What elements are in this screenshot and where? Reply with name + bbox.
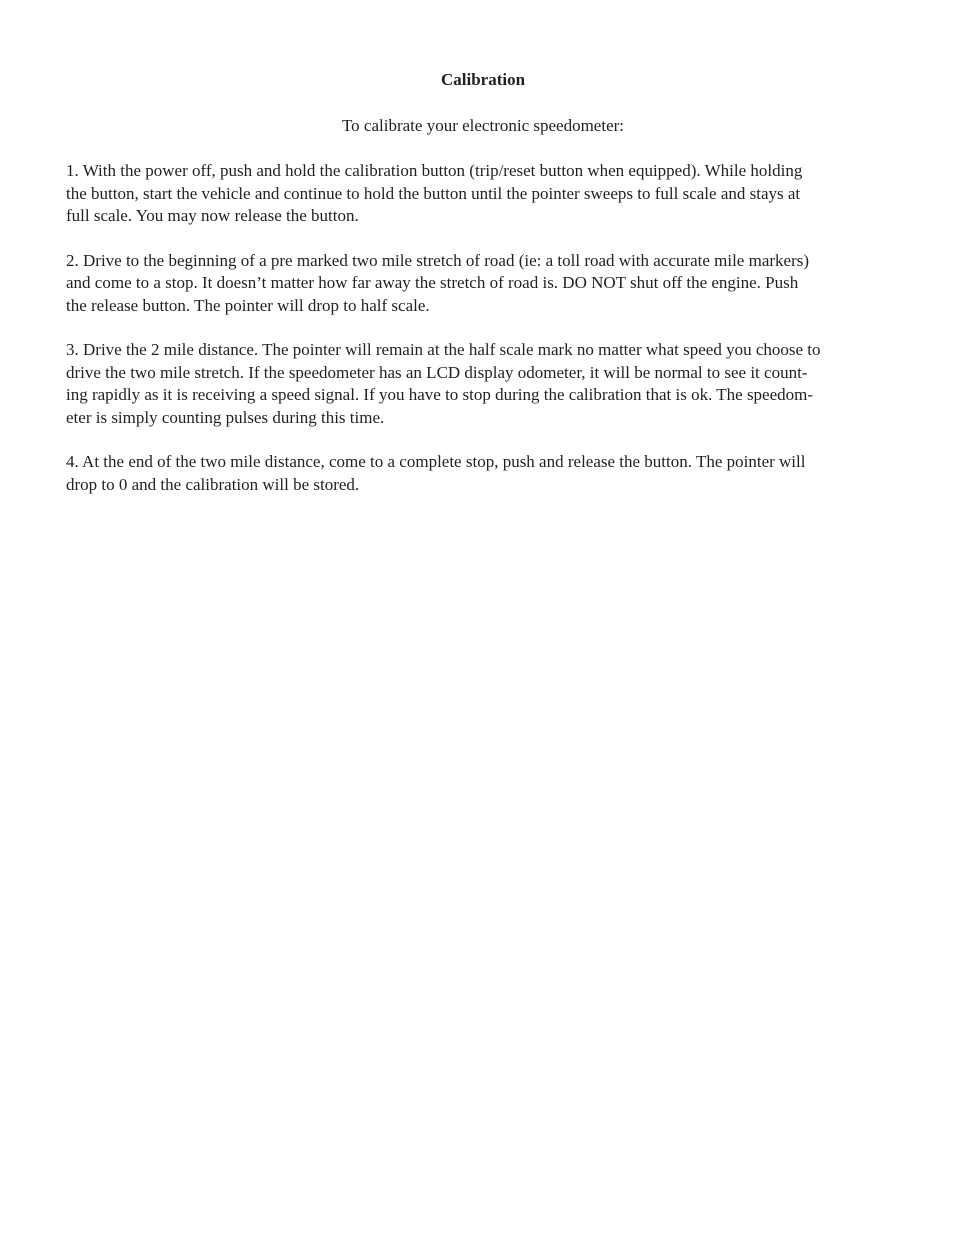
document-page [66, 69, 900, 496]
page-title: Calibration [440, 70, 526, 89]
step-4: 4. At the end of the two mile distance, come to a complete stop, push and release the button. The pointer will drop to 0 and the calibration will be stored. [66, 452, 806, 494]
intro-text: To calibrate your electronic speedometer: [341, 116, 624, 135]
step-1: 1. With the power off, push and hold the calibration button (trip/reset button when equipped). While holding the button, start the vehicle and continue to hold the button until the pointer sweeps to full scale and stays at full scale. You may now release the button. [66, 161, 803, 225]
step-3: 3. Drive the 2 mile distance. The pointer will remain at the half scale mark no matter what speed you choose to drive the two mile stretch. If the speedometer has an LCD display odometer, it will be normal to see it count- ing rapidly as it is receiving a speed signal. If you have to stop during the calibration that is ok. The speedom- eter is simply counting pulses during this time. [66, 340, 821, 427]
step-2: 2. Drive to the beginning of a pre marked two mile stretch of road (ie: a toll road with accurate mile markers) and come to a stop. It doesn’t matter how far away the stretch of road is. DO NOT shut off the engine. Push the release button. The pointer will drop to half scale. [66, 250, 810, 315]
